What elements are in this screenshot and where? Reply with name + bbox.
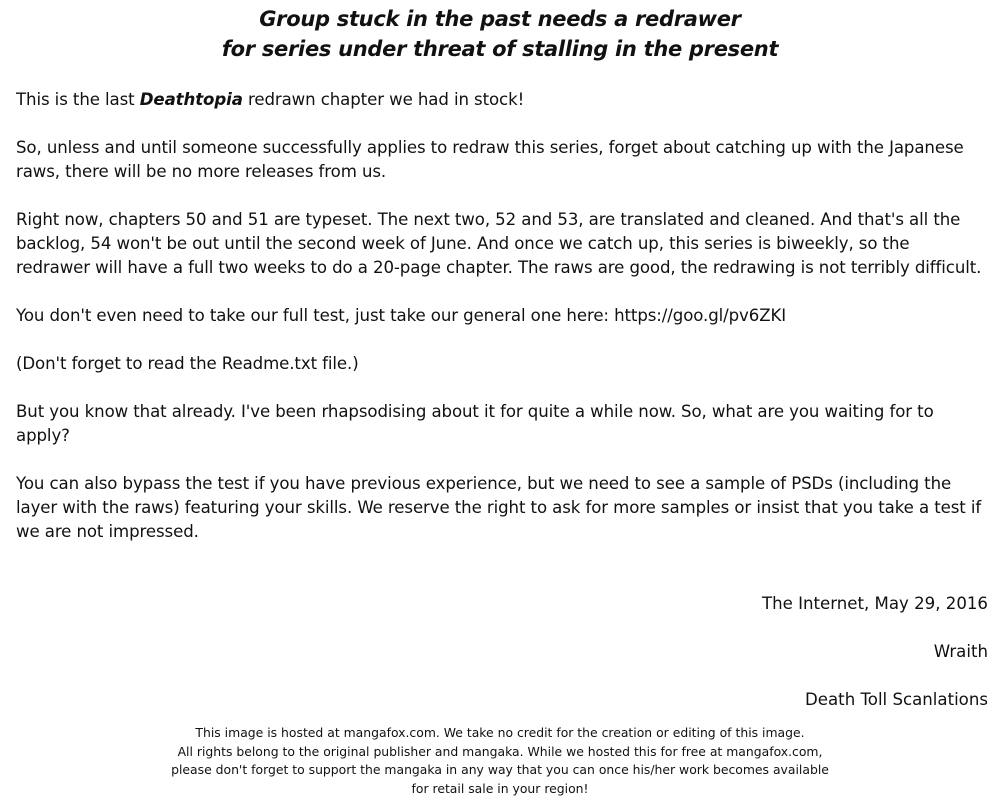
paragraph-bypass: You can also bypass the test if you have previous experience, but we need to see a sample of PSDs (including the layer with the raws) featuring your skills. We reserve the right to ask for more samples or insist that you take a test if we are not impressed. (16, 474, 982, 541)
title-line-1: Group stuck in the past needs a redrawer (259, 7, 741, 31)
signature-group: Death Toll Scanlations (805, 690, 988, 709)
paragraph-no-releases: So, unless and until someone successfully applies to redraw this series, forget about catching up with the Japanese raws, there will be no more releases from us. (16, 138, 964, 181)
paragraph-test (16, 304, 988, 328)
hosting-disclaimer (0, 724, 1000, 798)
test-text: You don't even need to take our full test, just take our general one here: (16, 306, 615, 325)
paragraph-intro (16, 88, 988, 112)
page-title (0, 4, 1000, 64)
test-link[interactable]: https://goo.gl/pv6ZKI (614, 306, 787, 325)
paragraph-apply: But you know that already. I've been rhapsodising about it for quite a while now. So, what are you waiting for to apply? (16, 402, 934, 445)
title-line-2: for series under threat of stalling in the present (221, 37, 779, 61)
intro-text-end: redrawn chapter we had in stock! (242, 90, 525, 109)
disclaimer-line-2: All rights belong to the original publisher and mangaka. While we hosted this for free at mangafox.com, (177, 743, 823, 759)
paragraph-readme: (Don't forget to read the Readme.txt file.) (16, 354, 359, 373)
disclaimer-line-3: please don't forget to support the mangaka in any way that you can once his/her work becomes available (171, 762, 829, 777)
signature-name: Wraith (933, 642, 988, 661)
disclaimer-line-1: This image is hosted at mangafox.com. We take no credit for the creation or editing of this image. (195, 725, 805, 740)
series-title: Deathtopia (139, 90, 243, 109)
announcement-body (16, 88, 988, 544)
intro-text-start: This is the last (16, 90, 140, 109)
signature-date: The Internet, May 29, 2016 (761, 594, 988, 613)
paragraph-backlog: Right now, chapters 50 and 51 are typeset. The next two, 52 and 53, are translated and cleaned. And that's all the backlog, 54 won't be out until the second week of June. And once we catch up, this series is biweekly, so the redrawer will have a full two weeks to do a 20-page chapter. The raws are good, the redrawing is not terribly difficult. (16, 210, 982, 277)
disclaimer-line-4: for retail sale in your region! (411, 780, 589, 796)
